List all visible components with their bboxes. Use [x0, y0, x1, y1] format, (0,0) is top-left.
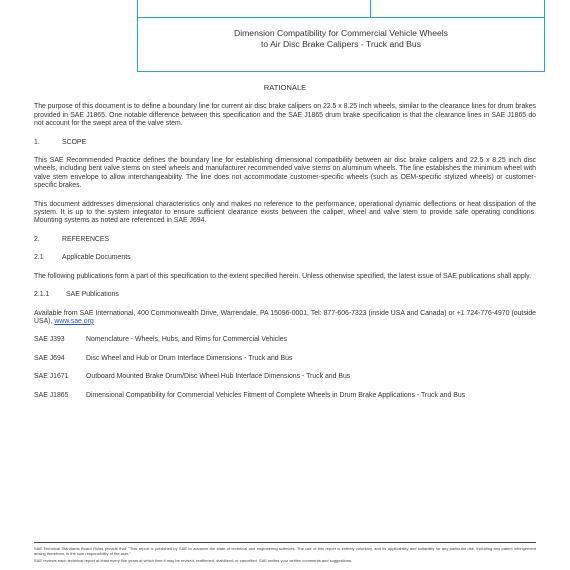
scope-paragraph-2: This document addresses dimensional characteristics only and makes no reference to the performance, operational dynamic deflections or heat dissipation of the system. It is up to the system integrator to ensure sufficient clearance exists between the caliper, wheel and valve stem to provide safe operating conditions. Mounting systems as noted are referenced in SAE J694.	[34, 200, 536, 225]
section-title: SCOPE	[62, 138, 87, 146]
footer-review-note: SAE reviews each technical report at least every five years at which time it may be revised, reaffirmed, stabilized, or cancelled. SAE invites your written comments and suggestions.	[34, 558, 353, 563]
reference-item	[34, 355, 536, 363]
section-number: 2.1.1	[34, 291, 50, 299]
reference-title: Nomenclature - Wheels, Hubs, and Rims for Commercial Vehicles	[86, 336, 288, 344]
reference-title: Dimensional Compatibility for Commercial Vehicles Fitment of Complete Wheels in Drum Brake Applications - Truck and Bus	[86, 391, 466, 399]
section-title: Applicable Documents	[62, 254, 131, 262]
section-title: REFERENCES	[62, 235, 110, 243]
sae-website-link[interactable]: www.sae.org	[54, 317, 94, 325]
title-line-2: to Air Disc Brake Calipers - Truck and Bus	[261, 39, 421, 49]
page-footer	[34, 542, 536, 565]
section-title: SAE Publications	[66, 291, 119, 299]
footer-disclaimer: SAE Technical Standards Board Rules provide that: "This report is published by SAE to advance the state of technical and engineering sciences. The use of this report is entirely voluntary, and its applicability and suitability for any particular use, including any patent infringement arising therefrom, is the sole responsibility of the user."	[34, 546, 536, 556]
scope-paragraph-1: This SAE Recommended Practice defines the boundary line for establishing dimensional compatibility between air disc brake calipers and 22.5 x 8.25 inch disc wheels, including bent valve stems on steel wheels and manufacturer recommended valve stems on aluminum wheels. The line establishes the minimum wheel with valve stem envelope to allow interchangeability. The line does not accommodate customer-specific wheels (such as OEM-specific stylized wheels) or customer-specific brakes.	[34, 157, 536, 190]
section-scope-heading	[34, 139, 536, 147]
title-line-1: Dimension Compatibility for Commercial Vehicle Wheels	[234, 28, 448, 38]
reference-code: SAE J694	[34, 354, 65, 362]
document-header	[137, 0, 545, 72]
reference-code: SAE J1865	[34, 391, 69, 399]
header-cell-divider	[370, 0, 371, 18]
reference-code: SAE J393	[34, 336, 65, 344]
subsection-applicable-documents	[34, 254, 536, 262]
subsection-sae-publications	[34, 291, 536, 299]
applicable-documents-text: The following publications form a part of this specification to the extent specified herein. Unless otherwise specified, the latest issue of SAE publications shall apply.	[34, 272, 532, 280]
reference-item	[34, 373, 536, 381]
reference-code: SAE J1671	[34, 373, 69, 381]
availability-body: Available from SAE International, 400 Commonwealth Drive, Warrendale, PA 15096-0001, Tel: 877-606-7323 (inside USA and Canada) or +1 724-776-4970 (outside USA),	[34, 309, 536, 325]
rationale-text: The purpose of this document is to define a boundary line for current air disc brake calipers on 22.5 x 8.25 inch wheels, similar to the clearance lines for drum brakes provided in SAE J1865. One notable difference between this specification and the SAE J1865 drum brake specification is that the clearance lines in SAE J1865 do not account for the swept area of the valve stem.	[34, 103, 536, 128]
availability-text	[34, 310, 536, 327]
section-number: 2.1	[34, 254, 44, 262]
reference-item	[34, 392, 536, 400]
reference-title: Outboard Mounted Brake Drum/Disc Wheel Hub Interface Dimensions - Truck and Bus	[86, 373, 351, 381]
section-number: 1.	[34, 138, 40, 146]
document-body	[34, 84, 536, 410]
section-number: 2.	[34, 235, 40, 243]
rationale-heading: RATIONALE	[263, 83, 307, 92]
section-references-heading	[34, 236, 536, 244]
reference-list	[34, 336, 536, 400]
header-top-cells	[138, 0, 544, 18]
reference-title: Disc Wheel and Hub or Drum Interface Dimensions - Truck and Bus	[86, 354, 293, 362]
document-title	[138, 28, 544, 50]
reference-item	[34, 336, 536, 344]
